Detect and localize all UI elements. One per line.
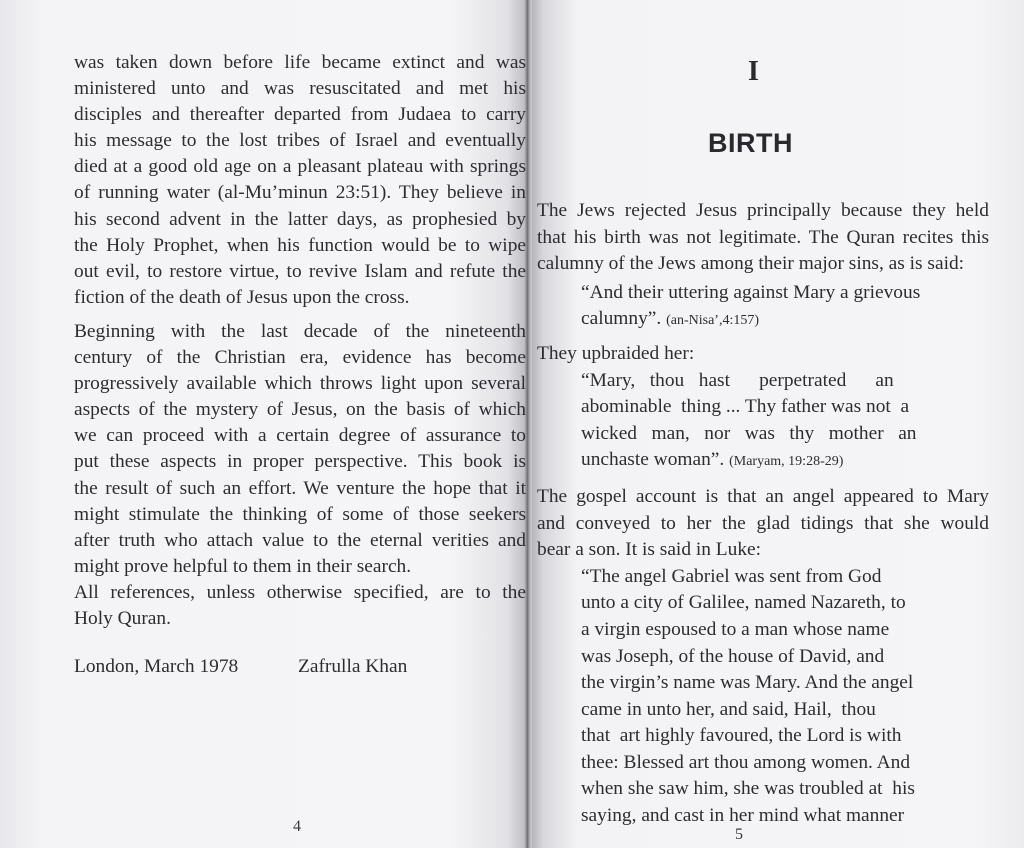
quote-line: unto a city of Galilee, named Nazareth, to	[581, 592, 906, 614]
text-line: his second advent in the latter days, as prophesied by	[74, 208, 526, 230]
text-line: aspects of the mystery of Jesus, on the basis of which	[74, 399, 526, 421]
quote-line: wicked man, nor was thy mother an	[581, 422, 917, 444]
right-paragraph-1	[537, 198, 989, 278]
quote-line: a virgin espoused to a man whose name	[581, 618, 890, 640]
text-line: progressively available which throws light upon several	[74, 373, 526, 395]
quote-line: when she saw him, she was troubled at his	[581, 778, 915, 800]
text-line: after truth who attach value to the eternal verities and	[74, 529, 526, 551]
quote-line: the virgin’s name was Mary. And the angel	[581, 672, 914, 694]
quote-line	[581, 447, 937, 476]
text-line: calumny of the Jews among their major sins, as is said:	[537, 253, 965, 275]
text-line: the Holy Prophet, when his function would be to wipe	[74, 234, 526, 256]
left-paragraph-2	[74, 319, 526, 580]
quote-text: calumny”.	[581, 308, 662, 330]
quote-line: thee: Blessed art thou among women. And	[581, 751, 911, 773]
text-line: put these aspects in proper perspective. This book is	[74, 451, 526, 473]
left-page-text	[74, 50, 526, 632]
text-line: his message to the lost tribes of Israel and eventually	[74, 130, 526, 152]
place-date: London, March 1978	[74, 656, 239, 677]
text-line: died at a good old age on a pleasant plateau with springs	[74, 156, 526, 178]
right-paragraph-2	[537, 341, 989, 368]
quote-reference: (Maryam, 19:28-29)	[729, 454, 844, 470]
text-line: might stimulate the thinking of some of those seekers	[74, 503, 526, 525]
quote-3	[537, 564, 989, 830]
quote-reference: (an-Nisa’,4:157)	[666, 313, 760, 329]
quote-text: unchaste woman”.	[581, 449, 725, 471]
text-line: All references, unless otherwise specified, are to the	[74, 581, 526, 603]
text-line: the result of such an effort. We venture the hope that it	[74, 477, 526, 499]
text-line: The Jews rejected Jesus principally because they held	[537, 200, 989, 221]
quote-line: abominable thing ... Thy father was not a	[581, 396, 910, 418]
text-line: that his birth was not legitimate. The Quran recites this	[537, 226, 989, 248]
text-line: ministered unto and was resuscitated and met his	[74, 78, 526, 100]
text-line: century of the Christian era, evidence has become	[74, 347, 526, 369]
text-line: we can proceed with a certain degree of assurance to	[74, 425, 526, 447]
left-page-number: 4	[293, 818, 301, 835]
quote-1	[537, 280, 989, 335]
text-line: was taken down before life became extinct and was	[74, 52, 526, 73]
text-line: The gospel account is that an angel appeared to Mary	[537, 485, 989, 507]
author-name: Zafrulla Khan	[298, 656, 408, 677]
text-line: They upbraided her:	[537, 342, 695, 364]
text-line: and conveyed to her the glad tidings that she would	[537, 512, 989, 534]
text-line: Holy Quran.	[74, 607, 171, 629]
chapter-title: BIRTH	[708, 128, 793, 158]
text-line: fiction of the death of Jesus upon the cross.	[74, 286, 410, 308]
text-line: disciples and thereafter departed from Judaea to carry	[74, 104, 526, 126]
left-paragraph-3	[74, 580, 526, 632]
text-line: out evil, to restore virtue, to revive Islam and refute the	[74, 260, 526, 282]
text-line: of running water (al-Mu’minun 23:51). They believe in	[74, 182, 526, 204]
quote-2	[537, 368, 989, 476]
quote-line: saying, and cast in her mind what manner	[581, 805, 905, 827]
quote-line: “Mary, thou hast perpetrated an	[581, 369, 894, 391]
text-line: might prove helpful to them in their search.	[74, 555, 412, 577]
quote-line: was Joseph, of the house of David, and	[581, 645, 885, 667]
quote-line: came in unto her, and said, Hail, thou	[581, 698, 876, 720]
text-line: Beginning with the last decade of the nineteenth	[74, 320, 526, 342]
right-paragraph-3	[537, 484, 989, 564]
right-page-number: 5	[735, 826, 743, 843]
quote-line: “The angel Gabriel was sent from God	[581, 565, 882, 587]
right-page-text	[537, 198, 989, 830]
quote-line: “And their uttering against Mary a grievous	[581, 281, 921, 303]
chapter-number: I	[748, 56, 759, 87]
text-line: bear a son. It is said in Luke:	[537, 539, 762, 561]
quote-line: that art highly favoured, the Lord is with	[581, 725, 902, 747]
quote-line	[581, 306, 937, 335]
left-paragraph-1	[74, 50, 526, 311]
